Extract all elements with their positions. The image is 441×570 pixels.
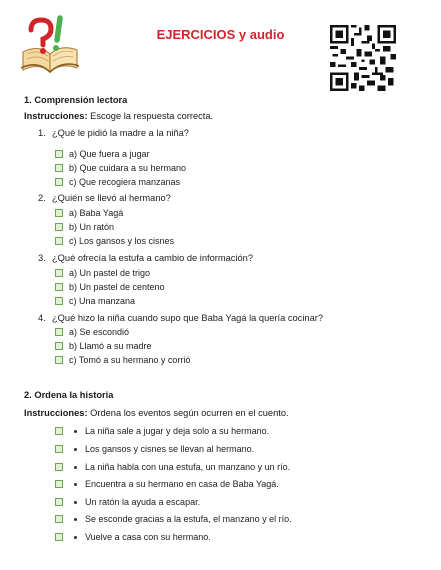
order-item[interactable] — [55, 462, 290, 472]
option-label: b) Que cuidara a su hermano — [69, 163, 187, 173]
question-number: 2. — [38, 193, 46, 203]
answer-option[interactable] — [55, 222, 114, 232]
event-text: Encuentra a su hermano en casa de Baba Yagá. — [85, 479, 279, 489]
checkbox[interactable] — [55, 427, 63, 435]
answer-option[interactable] — [55, 236, 174, 246]
option-label: a) Un pastel de trigo — [69, 268, 151, 278]
question-2 — [38, 193, 171, 203]
option-label: c) Los gansos y los cisnes — [69, 236, 175, 246]
bullet — [74, 483, 77, 486]
checkbox[interactable] — [55, 209, 63, 217]
answer-option[interactable] — [55, 355, 190, 365]
event-text: Los gansos y cisnes se llevan al hermano. — [85, 444, 255, 454]
book-question-logo-icon — [17, 14, 83, 76]
bullet — [74, 501, 77, 504]
answer-option[interactable] — [55, 296, 135, 306]
answer-option[interactable] — [55, 327, 129, 337]
instructions-label: Instrucciones: — [24, 111, 88, 121]
bullet — [74, 518, 77, 521]
answer-option[interactable] — [55, 177, 180, 187]
answer-option[interactable] — [55, 208, 123, 218]
option-label: a) Que fuera a jugar — [69, 149, 150, 159]
checkbox[interactable] — [55, 445, 63, 453]
checkbox[interactable] — [55, 328, 63, 336]
checkbox[interactable] — [55, 498, 63, 506]
instructions-label: Instrucciones: — [24, 408, 88, 418]
option-label: a) Se escondió — [69, 327, 130, 337]
option-label: b) Un pastel de centeno — [69, 282, 165, 292]
checkbox[interactable] — [55, 237, 63, 245]
event-text: La niña sale a jugar y deja solo a su hermano. — [85, 426, 270, 436]
checkbox[interactable] — [55, 463, 63, 471]
checkbox[interactable] — [55, 178, 63, 186]
answer-option[interactable] — [55, 149, 150, 159]
answer-option[interactable] — [55, 341, 152, 351]
instructions-text: Ordena los eventos según ocurren en el cuento. — [87, 408, 289, 418]
checkbox[interactable] — [55, 223, 63, 231]
bullet — [74, 466, 77, 469]
event-text: Se esconde gracias a la estufa, el manzano y el río. — [85, 514, 292, 524]
bullet — [74, 536, 77, 539]
question-number: 3. — [38, 253, 46, 263]
checkbox[interactable] — [55, 533, 63, 541]
question-text: ¿Quién se llevó al hermano? — [52, 193, 171, 203]
qr-code-icon[interactable] — [330, 25, 396, 91]
answer-option[interactable] — [55, 282, 165, 292]
question-number: 1. — [38, 128, 46, 138]
question-text: ¿Qué ofrecía la estufa a cambio de información? — [52, 253, 254, 263]
checkbox[interactable] — [55, 297, 63, 305]
event-text: Vuelve a casa con su hermano. — [85, 532, 211, 542]
instructions-2 — [24, 408, 289, 418]
checkbox[interactable] — [55, 515, 63, 523]
question-3 — [38, 253, 253, 263]
answer-option[interactable] — [55, 268, 150, 278]
bullet — [74, 448, 77, 451]
event-text: La niña habla con una estufa, un manzano y un río. — [85, 462, 291, 472]
page-title: EJERCICIOS y audio — [156, 27, 285, 42]
checkbox[interactable] — [55, 356, 63, 364]
option-label: b) Llamó a su madre — [69, 341, 152, 351]
order-item[interactable] — [55, 532, 211, 542]
order-item[interactable] — [55, 444, 254, 454]
option-label: b) Un ratón — [69, 222, 115, 232]
checkbox[interactable] — [55, 283, 63, 291]
bullet — [74, 430, 77, 433]
order-item[interactable] — [55, 426, 269, 436]
question-text: ¿Qué hizo la niña cuando supo que Baba Yagá la quería cocinar? — [52, 313, 324, 323]
question-4 — [38, 313, 323, 323]
order-item[interactable] — [55, 497, 200, 507]
option-label: c) Tomó a su hermano y corrió — [69, 355, 191, 365]
section-heading-comprension: 1. Comprensión lectora — [24, 95, 128, 105]
instructions-text: Escoge la respuesta correcta. — [87, 111, 214, 121]
instructions-1 — [24, 111, 213, 121]
checkbox[interactable] — [55, 480, 63, 488]
checkbox[interactable] — [55, 269, 63, 277]
question-text: ¿Qué le pidió la madre a la niña? — [52, 128, 189, 138]
order-item[interactable] — [55, 514, 292, 524]
option-label: a) Baba Yagá — [69, 208, 124, 218]
option-label: c) Una manzana — [69, 296, 136, 306]
order-item[interactable] — [55, 479, 279, 489]
checkbox[interactable] — [55, 342, 63, 350]
event-text: Un ratón la ayuda a escapar. — [85, 497, 201, 507]
question-1 — [38, 128, 189, 138]
section-heading-ordena: 2. Ordena la historia — [24, 390, 114, 400]
option-label: c) Que recogiera manzanas — [69, 177, 181, 187]
question-number: 4. — [38, 313, 46, 323]
answer-option[interactable] — [55, 163, 186, 173]
checkbox[interactable] — [55, 150, 63, 158]
checkbox[interactable] — [55, 164, 63, 172]
